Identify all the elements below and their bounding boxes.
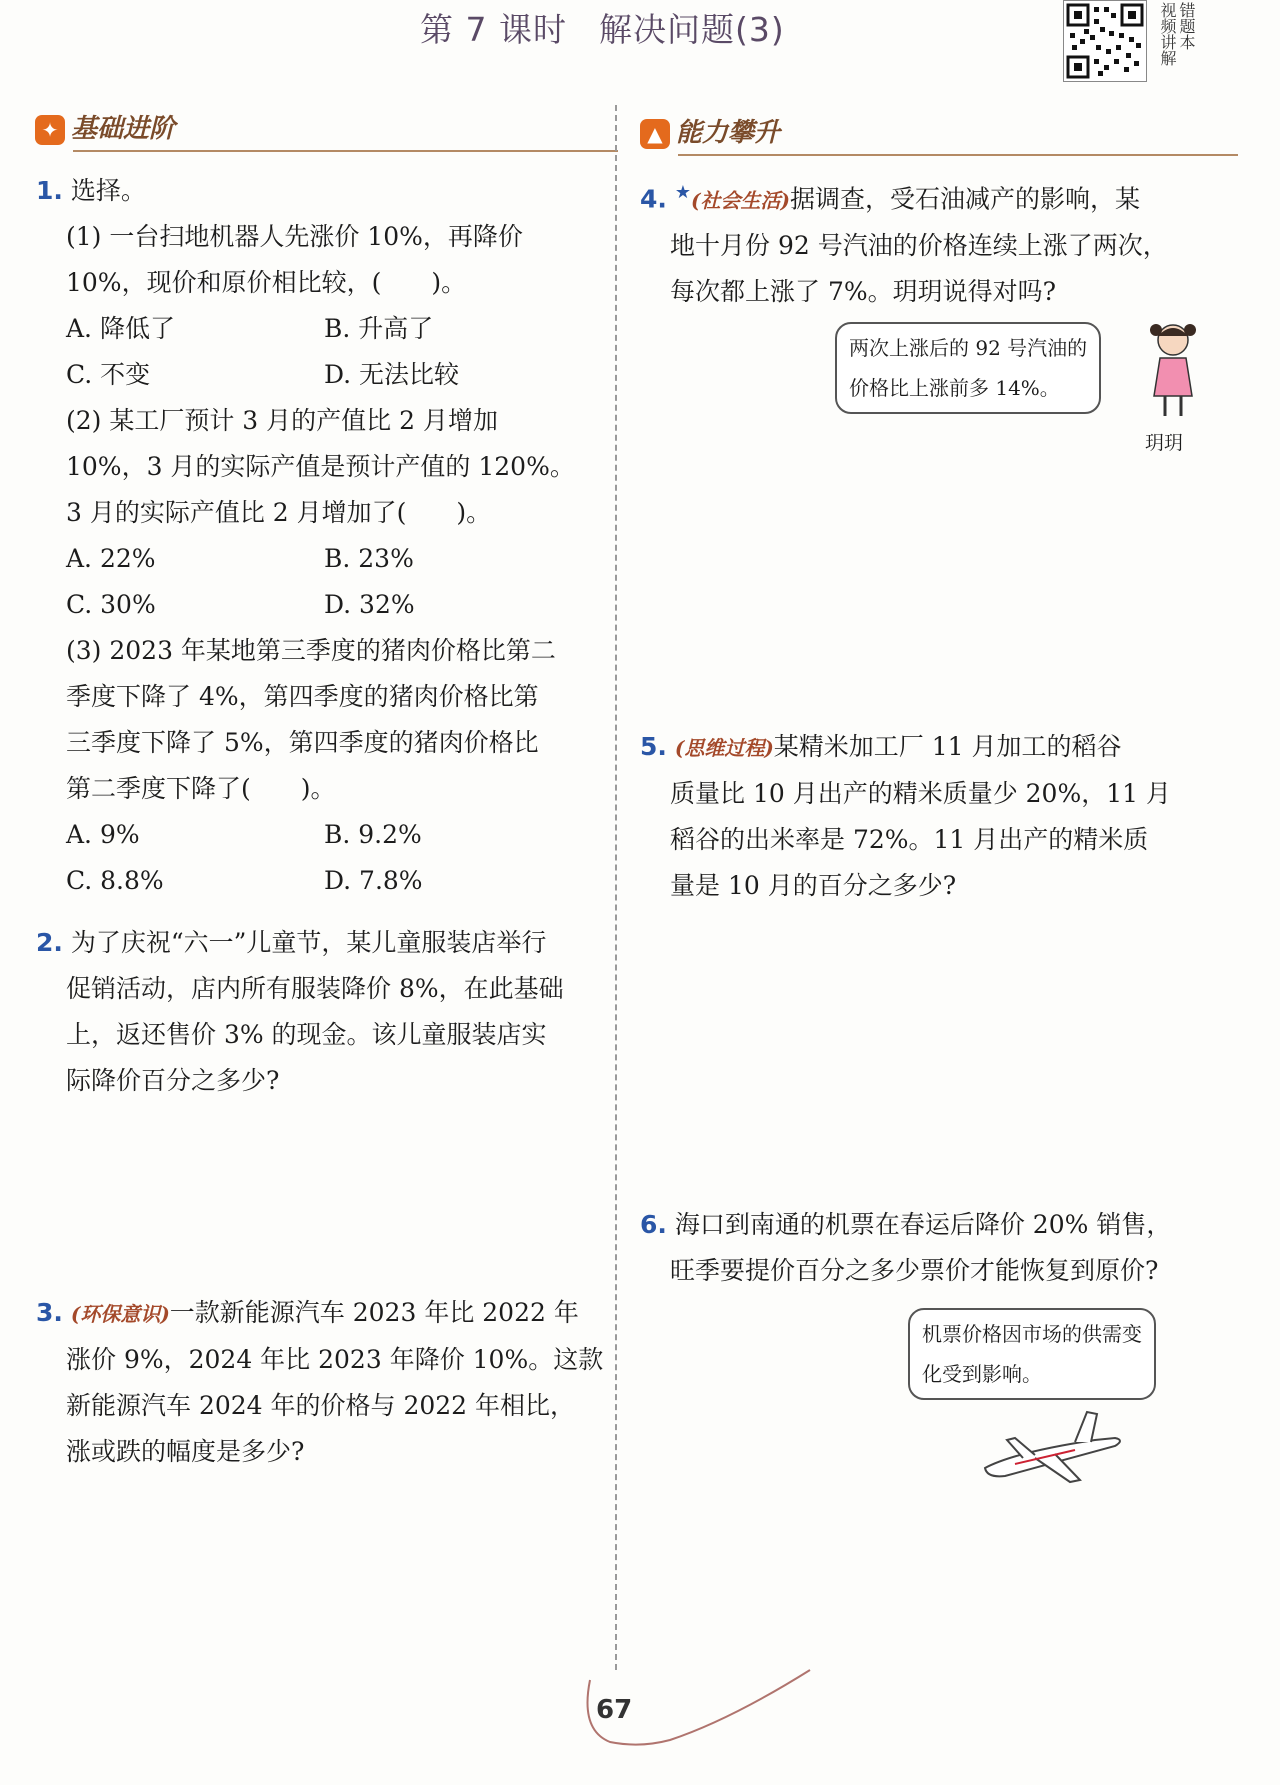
page-title [420,4,785,51]
question-number: 5. [640,732,667,761]
question-text: 季度下降了 4%，第四季度的猪肉价格比第 [66,682,539,711]
star-icon: ★ [674,182,691,203]
lesson-label: 第 7 课时 [420,10,567,49]
question-number: 4. [640,184,667,214]
option-row [66,306,596,352]
option-b[interactable]: B. 升高了 [324,314,434,343]
question-text: 某精米加工厂 11 月加工的稻谷 [773,732,1122,761]
qr-code[interactable] [1063,0,1147,82]
qr-caption-line: 错题本 [1177,2,1196,50]
option-d[interactable]: D. 无法比较 [324,360,460,389]
section-basic-title: 基础进阶 [71,114,176,144]
option-d[interactable]: D. 7.8% [324,866,423,895]
question-text: 每次都上涨了 7%。玥玥说得对吗? [670,277,1057,307]
qr-caption [1150,2,1196,82]
option-row [66,812,596,858]
option-c[interactable]: C. 8.8% [66,866,164,895]
question-2 [36,920,596,1104]
bubble-text: 机票价格因市场的供需变 [922,1322,1142,1346]
question-text: 旺季要提价百分之多少票价才能恢复到原价? [670,1256,1159,1285]
question-text: 3 月的实际产值比 2 月增加了( )。 [66,498,492,527]
subquestion-3 [36,628,596,904]
section-advanced [640,112,1200,154]
subquestion-2 [36,398,596,628]
qr-caption-line: 视频讲解 [1158,2,1177,66]
question-text: 地十月份 92 号汽油的价格连续上涨了两次， [670,231,1168,261]
question-4 [640,170,1210,315]
question-text: (2) 某工厂预计 3 月的产值比 2 月增加 [66,406,498,435]
option-a[interactable]: A. 降低了 [66,314,175,343]
question-text: 三季度下降了 5%，第四季度的猪肉价格比 [66,728,539,757]
question-text: (1) 一台扫地机器人先涨价 10%，再降价 [66,222,523,251]
bubble-text: 两次上涨后的 92 号汽油的 [849,336,1088,360]
bubble-text: 化受到影响。 [922,1362,1042,1386]
runner-icon: ✦ [35,115,65,145]
speech-bubble [908,1308,1156,1400]
question-text: 海口到南通的机票在春运后降价 20% 销售， [674,1210,1172,1239]
bubble-text: 价格比上涨前多 14%。 [849,376,1060,400]
speech-bubble [835,322,1101,414]
question-text: 为了庆祝“六一”儿童节，某儿童服装店举行 [70,928,547,957]
question-number: 2. [36,928,63,957]
question-text: 据调查，受石油减产的影响，某 [789,184,1140,214]
option-d[interactable]: D. 32% [324,590,415,619]
option-a[interactable]: A. 22% [66,544,156,573]
question-1 [36,168,596,904]
topic-tag: (环保意识) [70,1302,170,1326]
question-text: 际降价百分之多少? [66,1066,280,1095]
question-text: 质量比 10 月出产的精米质量少 20%，11 月 [670,779,1171,808]
question-text: 涨或跌的幅度是多少? [66,1437,305,1466]
climb-icon: ▲ [640,119,670,149]
section-basic [35,108,580,150]
question-number: 3. [36,1298,63,1327]
question-text: (3) 2023 年某地第三季度的猪肉价格比第二 [66,636,556,665]
question-text: 10%，现价和原价相比较，( )。 [66,268,467,297]
question-text: 促销活动，店内所有服装降价 8%，在此基础 [66,974,564,1003]
question-number: 6. [640,1210,667,1239]
section-rule [678,154,1238,156]
question-text: 10%，3 月的实际产值是预计产值的 120%。 [66,452,575,481]
question-text: 一款新能源汽车 2023 年比 2022 年 [169,1298,579,1327]
question-number: 1. [36,176,63,205]
question-3 [36,1290,604,1475]
question-text: 稻谷的出米率是 72%。11 月出产的精米质 [670,825,1149,854]
question-6 [640,1202,1210,1294]
subquestion-1 [36,214,596,398]
question-stem: 选择。 [70,176,146,205]
question-5 [640,724,1210,909]
option-b[interactable]: B. 9.2% [324,820,422,849]
option-row [66,352,596,398]
topic-tag: (社会生活) [691,188,790,213]
question-text: 第二季度下降了( )。 [66,774,336,803]
question-text: 量是 10 月的百分之多少? [670,871,957,900]
page-number: 67 [596,1695,633,1725]
airplane-icon [975,1400,1135,1490]
option-a[interactable]: A. 9% [66,820,140,849]
section-rule [73,150,618,152]
section-advanced-title: 能力攀升 [676,118,781,148]
option-row [66,582,596,628]
character-name: 玥玥 [1145,432,1184,454]
option-b[interactable]: B. 23% [324,544,414,573]
question-text: 上，返还售价 3% 的现金。该儿童服装店实 [66,1020,547,1049]
question-text: 新能源汽车 2024 年的价格与 2022 年相比， [66,1391,576,1420]
topic-tag: (思维过程) [674,736,774,760]
question-text: 涨价 9%，2024 年比 2023 年降价 10%。这款 [66,1345,604,1374]
option-c[interactable]: C. 不变 [66,360,151,389]
option-row [66,858,596,904]
column-divider [615,105,617,1670]
option-row [66,536,596,582]
girl-illustration [1138,318,1208,428]
lesson-title: 解决问题(3) [598,10,785,49]
option-c[interactable]: C. 30% [66,590,156,619]
